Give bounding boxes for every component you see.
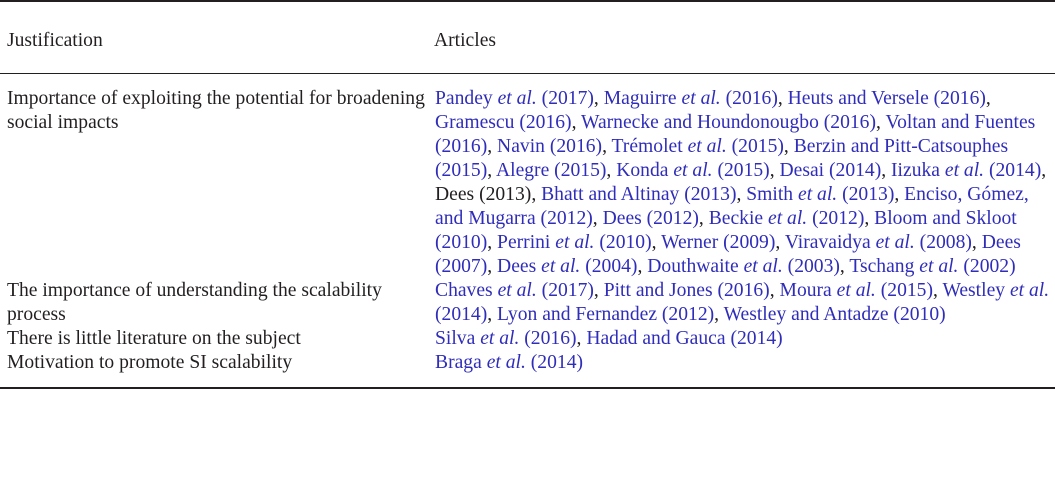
citation-authors: Douthwaite [647, 256, 744, 277]
citation-authors: Werner (2009) [661, 232, 776, 253]
citation-etal: et al. [555, 232, 595, 253]
citation-etal: et al. [497, 88, 537, 109]
citation-link[interactable] [497, 304, 714, 325]
citation-year: (2016) [519, 328, 577, 349]
citation-authors: Pitt and Jones (2016) [603, 280, 770, 301]
citation-authors: Dees (2013) [435, 184, 532, 205]
citation-link[interactable] [746, 184, 894, 205]
citation-authors: Iizuka [891, 160, 945, 181]
citation-authors: Beckie [708, 208, 769, 229]
citation-separator: , [531, 184, 542, 205]
citation-year: (2003) [782, 256, 840, 277]
citation-year: (2017) [536, 280, 594, 301]
citation-authors: Tschang [849, 256, 920, 277]
citation-authors: Alegre (2015) [495, 160, 607, 181]
header-row [0, 1, 1055, 74]
citation-authors: Navin (2016) [497, 136, 603, 157]
citation-link[interactable] [435, 352, 583, 373]
citation-year: (2017) [536, 88, 594, 109]
table-row [0, 279, 1055, 327]
citation-year: (2015) [712, 160, 770, 181]
citation-separator: , [894, 184, 905, 205]
citation-link[interactable] [647, 256, 840, 277]
citation-separator: , [593, 280, 604, 301]
citation-etal: et al. [681, 88, 721, 109]
citation-separator: , [698, 208, 709, 229]
citation-link[interactable] [603, 208, 699, 229]
citation-link[interactable] [541, 184, 736, 205]
articles-cell [434, 327, 1055, 351]
justification-cell: There is little literature on the subject [7, 328, 301, 349]
citation-authors: Dees (2012) [602, 208, 699, 229]
citation-separator: , [651, 232, 662, 253]
citation-link[interactable] [785, 232, 972, 253]
citation-authors: Desai (2014) [779, 160, 882, 181]
citation-year: (2016) [720, 88, 778, 109]
citation-separator: , [487, 136, 498, 157]
citation-separator: , [606, 160, 617, 181]
citation-link[interactable] [709, 208, 865, 229]
citation-authors: Silva [435, 328, 481, 349]
citation-authors: Heuts and Versele (2016) [787, 88, 986, 109]
citation-separator: , [637, 256, 648, 277]
citation-separator: , [1041, 160, 1047, 181]
citation-separator: , [592, 208, 603, 229]
citation-authors: Chaves [435, 280, 498, 301]
citation-separator: , [864, 208, 875, 229]
citation-separator: , [932, 280, 943, 301]
citation-separator: , [769, 280, 780, 301]
citation-link[interactable] [586, 328, 782, 349]
citation-year: (2015) [875, 280, 933, 301]
citation-authors: Viravaidya [784, 232, 876, 253]
citation-year: (2015) [726, 136, 784, 157]
citation-link[interactable] [435, 280, 594, 301]
citation-link[interactable] [496, 160, 606, 181]
justification-cell: The importance of understanding the scalability process [7, 280, 382, 325]
table-row [0, 74, 1055, 280]
citation-link[interactable] [724, 304, 946, 325]
citation-separator: , [839, 256, 850, 277]
justification-cell: Importance of exploiting the potential for broadening social impacts [7, 88, 425, 133]
citation-separator: , [876, 112, 886, 133]
citation-etal: et al. [919, 256, 959, 277]
citation-separator: , [487, 256, 498, 277]
citation-link[interactable] [497, 232, 652, 253]
citation-separator: , [985, 88, 991, 109]
citation-authors: Bhatt and Altinay (2013) [541, 184, 737, 205]
citation-year: (2014) [984, 160, 1042, 181]
citation-separator: , [576, 328, 587, 349]
citation-separator: , [602, 136, 612, 157]
citation-year: (2014) [435, 304, 488, 325]
citation-authors: Warnecke and Houndonougbo (2016) [581, 112, 876, 133]
citation-year: (2012) [807, 208, 865, 229]
table-row [0, 327, 1055, 351]
citation-etal: et al. [798, 184, 838, 205]
citation-link[interactable] [779, 160, 881, 181]
citation-etal: et al. [673, 160, 713, 181]
citation-authors: Dees (2007) [435, 232, 1021, 277]
citation-link[interactable] [780, 280, 933, 301]
header-justification: Justification [0, 1, 434, 74]
citation-etal: et al. [944, 160, 985, 181]
citation-link[interactable] [435, 88, 594, 109]
citation-year: (2002) [958, 256, 1016, 277]
table-body [0, 74, 1055, 389]
citation-authors: Gramescu (2016) [435, 112, 572, 133]
citation-authors: Bloom and Skloot (2010) [435, 208, 1017, 253]
citation-year: (2008) [914, 232, 972, 253]
citation-year: (2004) [580, 256, 638, 277]
articles-cell [434, 279, 1055, 327]
citation-separator: , [769, 160, 780, 181]
citation-authors: Westley [942, 280, 1010, 301]
citation-year: (2014) [525, 352, 584, 373]
citation-authors: Dees [497, 256, 542, 277]
citation-separator: , [487, 160, 496, 181]
citation-authors: Konda [616, 160, 674, 181]
justification-cell: Motivation to promote SI scalability [0, 351, 434, 388]
citation-separator: , [775, 232, 785, 253]
citation-link[interactable] [604, 88, 778, 109]
citation-link[interactable] [497, 256, 637, 277]
citation-separator: , [971, 232, 982, 253]
citation-link[interactable] [849, 256, 1015, 277]
citation-authors: Perrini [497, 232, 556, 253]
table-row [0, 351, 1055, 388]
citation-separator: , [571, 112, 582, 133]
citation-separator: , [777, 88, 788, 109]
citation-link[interactable] [788, 88, 986, 109]
citation-authors: Hadad and Gauca (2014) [586, 328, 783, 349]
citation-authors: Braga [435, 352, 487, 373]
citation-etal: et al. [768, 208, 808, 229]
citation-link[interactable] [497, 136, 602, 157]
citation-separator: , [881, 160, 892, 181]
citation-separator: , [783, 136, 794, 157]
citation-link[interactable] [616, 160, 769, 181]
citation-authors: Maguirre [603, 88, 682, 109]
citation-authors: Voltan and Fuentes (2016) [435, 112, 1036, 157]
citation-etal: et al. [1009, 280, 1050, 301]
citation-authors: Berzin and Pitt-Catsouphes (2015) [435, 136, 1009, 181]
citation-link[interactable] [891, 160, 1041, 181]
citation-text [435, 184, 531, 205]
citation-etal: et al. [486, 352, 526, 373]
citation-authors: Smith [746, 184, 799, 205]
citation-etal: et al. [497, 280, 537, 301]
citation-authors: Enciso, Gómez, and Mugarra (2012) [435, 184, 1029, 229]
articles-cell [434, 74, 1055, 280]
citation-separator: , [487, 232, 498, 253]
citation-separator: , [487, 304, 498, 325]
citation-etal: et al. [743, 256, 783, 277]
citation-authors: Pandey [435, 88, 498, 109]
citation-separator: , [593, 88, 604, 109]
articles-cell [434, 351, 1055, 388]
citation-etal: et al. [687, 136, 727, 157]
citation-etal: et al. [836, 280, 876, 301]
citation-authors: Lyon and Fernandez (2012) [497, 304, 715, 325]
citation-etal: et al. [480, 328, 520, 349]
citation-link[interactable] [581, 112, 876, 133]
citation-link[interactable] [661, 232, 775, 253]
citation-etal: et al. [541, 256, 581, 277]
citation-year: (2010) [594, 232, 652, 253]
citation-authors: Westley and Antadze (2010) [723, 304, 946, 325]
citation-authors: Trémolet [611, 136, 688, 157]
citation-separator: , [714, 304, 724, 325]
citation-link[interactable] [435, 328, 577, 349]
citation-link[interactable] [604, 280, 770, 301]
citation-authors: Moura [779, 280, 837, 301]
header-articles: Articles [434, 1, 1055, 74]
citation-link[interactable] [435, 112, 572, 133]
citation-etal: et al. [875, 232, 915, 253]
citation-separator: , [736, 184, 747, 205]
citation-year: (2013) [837, 184, 895, 205]
citation-link[interactable] [612, 136, 784, 157]
